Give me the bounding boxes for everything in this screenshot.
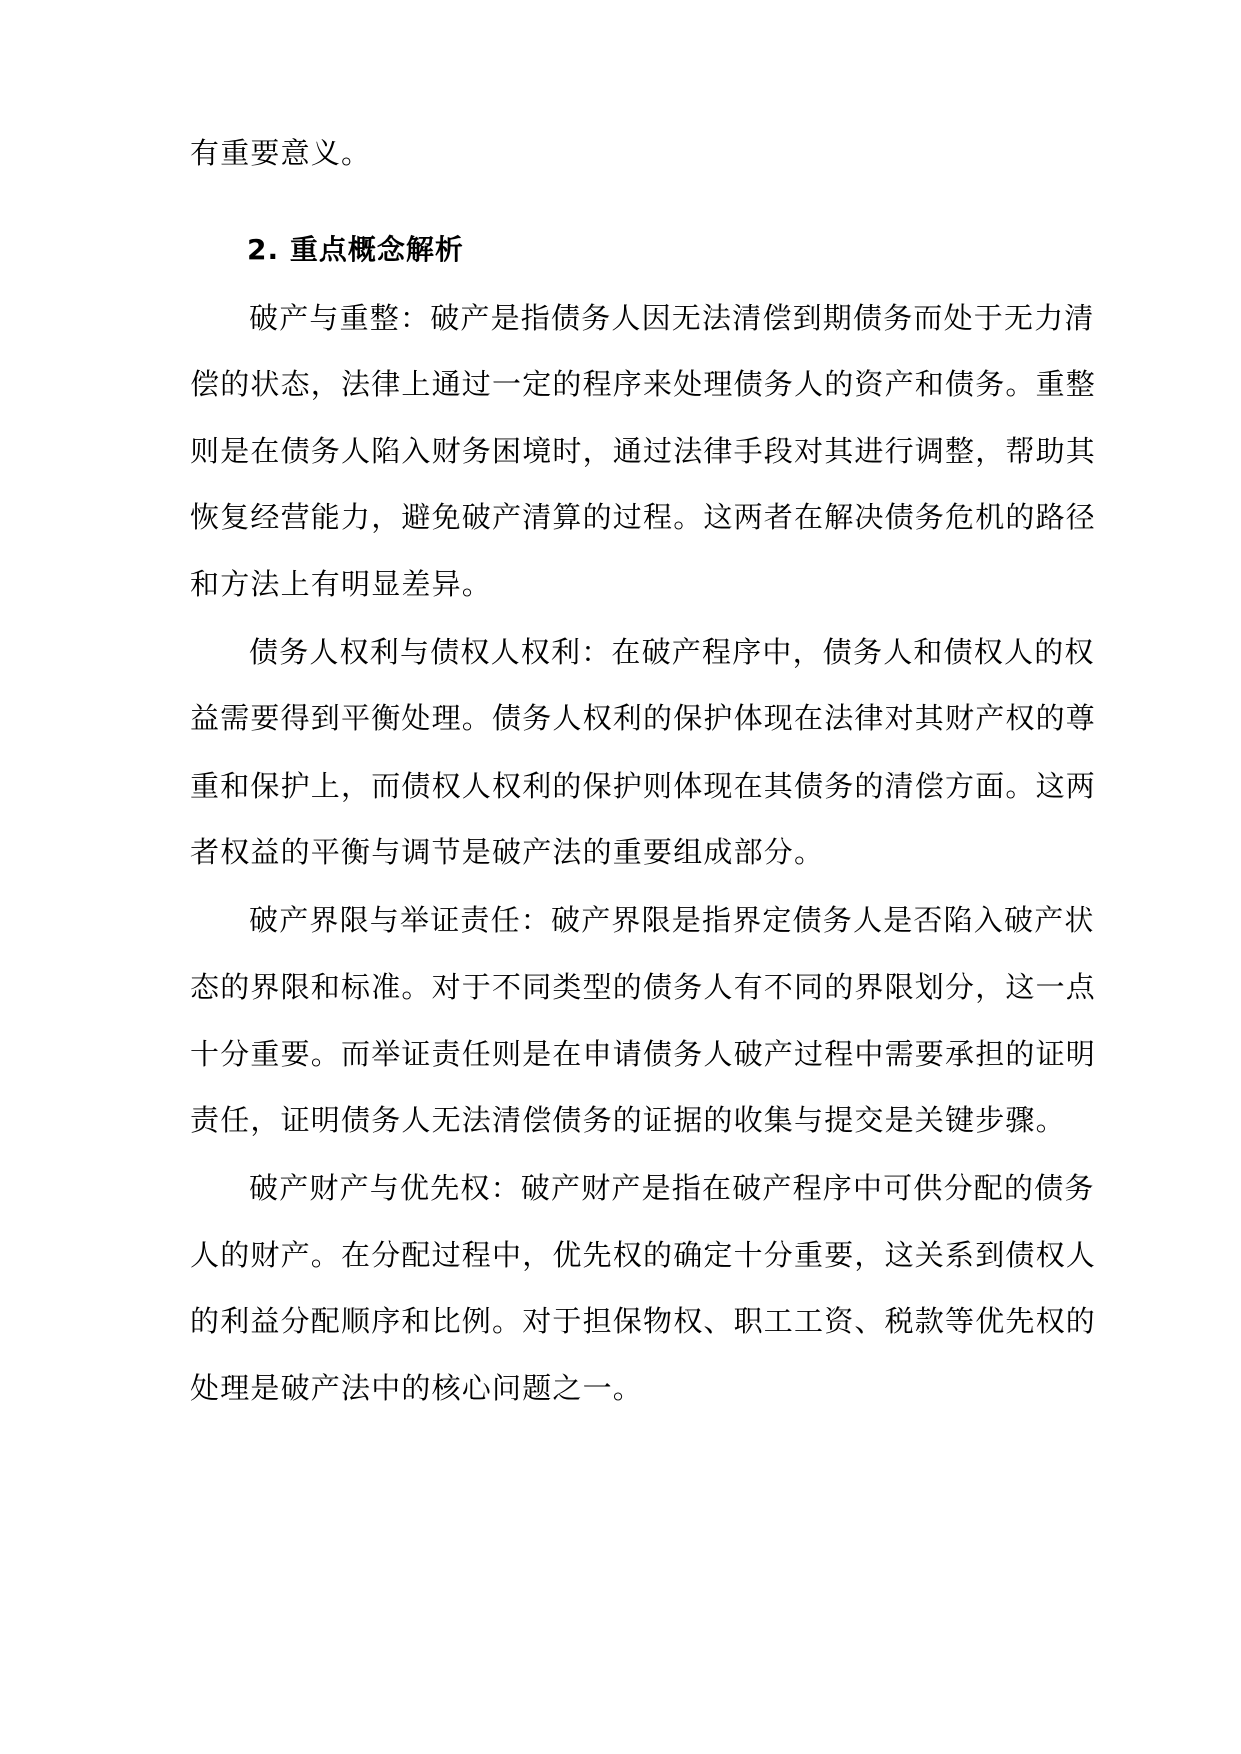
paragraph-line: 破产界限与举证责任：破产界限是指界定债务人是否陷入破产状 — [249, 903, 1095, 937]
paragraph-line: 破产财产与优先权：破产财产是指在破产程序中可供分配的债务 — [249, 1171, 1095, 1205]
paragraph-line: 人的财产。在分配过程中，优先权的确定十分重要，这关系到债权人 — [190, 1238, 1097, 1272]
paragraph-line: 偿的状态，法律上通过一定的程序来处理债务人的资产和债务。重整 — [190, 367, 1097, 401]
paragraph-line: 益需要得到平衡处理。债务人权利的保护体现在法律对其财产权的尊 — [190, 701, 1097, 735]
paragraph-line: 的利益分配顺序和比例。对于担保物权、职工工资、税款等优先权的 — [190, 1304, 1097, 1338]
paragraph-line: 态的界限和标准。对于不同类型的债务人有不同的界限划分，这一点 — [190, 970, 1097, 1004]
paragraph-line: 责任，证明债务人无法清偿债务的证据的收集与提交是关键步骤。 — [190, 1103, 1066, 1137]
paragraph-line: 和方法上有明显差异。 — [190, 567, 493, 601]
paragraph-line: 者权益的平衡与调节是破产法的重要组成部分。 — [190, 835, 825, 869]
paragraph-line: 十分重要。而举证责任则是在申请债务人破产过程中需要承担的证明 — [190, 1037, 1097, 1071]
paragraph-line: 恢复经营能力，避免破产清算的过程。这两者在解决债务危机的路径 — [190, 500, 1097, 534]
section-heading: 2. 重点概念解析 — [247, 233, 464, 266]
paragraph-continuation-line: 有重要意义。 — [190, 136, 372, 170]
paragraph-line: 重和保护上，而债权人权利的保护则体现在其债务的清偿方面。这两 — [190, 769, 1097, 803]
paragraph-line: 破产与重整：破产是指债务人因无法清偿到期债务而处于无力清 — [249, 301, 1095, 335]
paragraph-line: 债务人权利与债权人权利：在破产程序中，债务人和债权人的权 — [249, 635, 1095, 669]
paragraph-line: 则是在债务人陷入财务困境时，通过法律手段对其进行调整，帮助其 — [190, 434, 1097, 468]
paragraph-line: 处理是破产法中的核心问题之一。 — [190, 1371, 644, 1405]
